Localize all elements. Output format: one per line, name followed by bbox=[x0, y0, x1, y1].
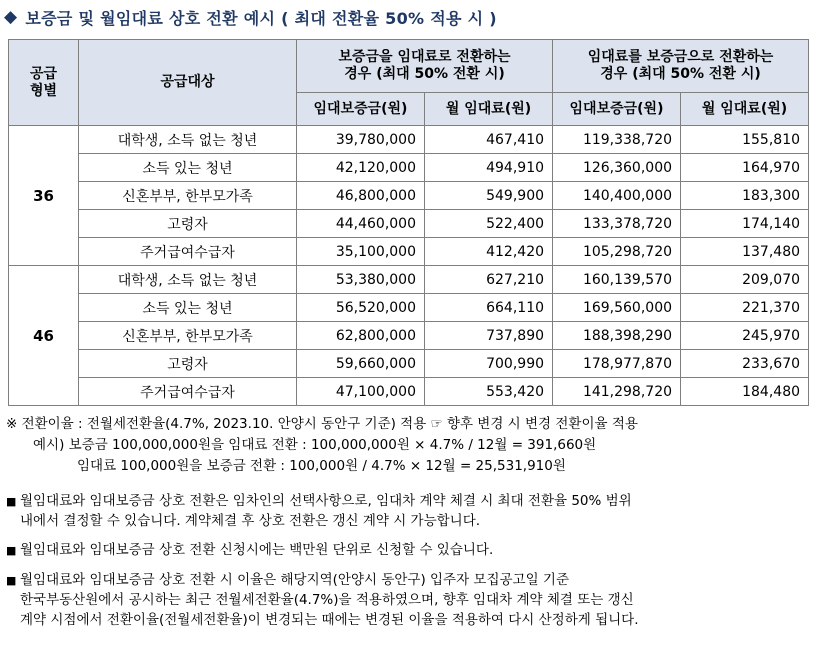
table-row bbox=[9, 182, 809, 210]
rent-cell: 467,410 bbox=[425, 126, 553, 154]
square-bullet-icon: ■ bbox=[6, 495, 17, 508]
rent-cell: 221,370 bbox=[681, 294, 809, 322]
bullet-text bbox=[20, 491, 810, 531]
square-bullet-icon: ■ bbox=[6, 574, 17, 587]
header-group2-l1: 임대료를 보증금으로 전환하는 bbox=[587, 49, 774, 65]
bullet-text bbox=[20, 540, 810, 560]
bullet-list bbox=[6, 491, 810, 630]
page-title bbox=[4, 4, 497, 30]
header-rent-2: 월 임대료(원) bbox=[681, 93, 809, 126]
rent-cell: 155,810 bbox=[681, 126, 809, 154]
header-supply-type-l1: 공급 bbox=[29, 65, 58, 82]
supply-type-cell: 36 bbox=[9, 126, 79, 266]
rate-note: ※ 전환이율 : 전월세전환율(4.7%, 2023.10. 안양시 동안구 기준) 적용 ☞ 향후 변경 시 변경 전환이율 적용 bbox=[6, 416, 638, 432]
rent-cell: 137,480 bbox=[681, 238, 809, 266]
notes-section bbox=[6, 414, 810, 630]
table-row bbox=[9, 294, 809, 322]
deposit-cell: 188,398,290 bbox=[553, 322, 681, 350]
rent-cell: 245,970 bbox=[681, 322, 809, 350]
target-cell: 주거급여수급자 bbox=[79, 238, 297, 266]
target-cell: 신혼부부, 한부모가족 bbox=[79, 182, 297, 210]
deposit-cell: 105,298,720 bbox=[553, 238, 681, 266]
rent-cell: 412,420 bbox=[425, 238, 553, 266]
header-deposit-to-rent bbox=[297, 40, 553, 93]
page-title-text: 보증금 및 월임대료 상호 전환 예시 ( 최대 전환율 50% 적용 시 ) bbox=[25, 8, 497, 28]
rent-cell: 233,670 bbox=[681, 350, 809, 378]
rent-cell: 700,990 bbox=[425, 350, 553, 378]
rent-conversion-table bbox=[8, 39, 809, 406]
table-row bbox=[9, 322, 809, 350]
rent-cell: 664,110 bbox=[425, 294, 553, 322]
header-supply-type-l2: 형별 bbox=[29, 82, 58, 99]
rent-cell: 522,400 bbox=[425, 210, 553, 238]
target-cell: 고령자 bbox=[79, 210, 297, 238]
deposit-cell: 53,380,000 bbox=[297, 266, 425, 294]
deposit-cell: 119,338,720 bbox=[553, 126, 681, 154]
header-rent-1: 월 임대료(원) bbox=[425, 93, 553, 126]
deposit-cell: 35,100,000 bbox=[297, 238, 425, 266]
header-group1-l1: 보증금을 임대료로 전환하는 bbox=[338, 49, 511, 65]
rent-cell: 164,970 bbox=[681, 154, 809, 182]
rent-cell: 553,420 bbox=[425, 378, 553, 406]
bullet-text-line: 계약 시점에서 전환이율(전월세전환율)이 변경되는 때에는 변경된 이율을 적용하여 다시 산정하게 됩니다. bbox=[20, 612, 639, 628]
supply-type-cell: 46 bbox=[9, 266, 79, 406]
rent-cell: 549,900 bbox=[425, 182, 553, 210]
table-row bbox=[9, 154, 809, 182]
rent-cell: 737,890 bbox=[425, 322, 553, 350]
target-cell: 대학생, 소득 없는 청년 bbox=[79, 266, 297, 294]
rent-cell: 494,910 bbox=[425, 154, 553, 182]
rent-cell: 183,300 bbox=[681, 182, 809, 210]
target-cell: 대학생, 소득 없는 청년 bbox=[79, 126, 297, 154]
header-supply-type bbox=[9, 40, 79, 126]
deposit-cell: 46,800,000 bbox=[297, 182, 425, 210]
target-cell: 소득 있는 청년 bbox=[79, 154, 297, 182]
table-row bbox=[9, 210, 809, 238]
deposit-cell: 140,400,000 bbox=[553, 182, 681, 210]
example-line-1: 예시) 보증금 100,000,000원을 임대료 전환 : 100,000,000원 × 4.7% / 12월 = 391,660원 bbox=[33, 437, 597, 453]
header-supply-target: 공급대상 bbox=[79, 40, 297, 126]
rent-cell: 209,070 bbox=[681, 266, 809, 294]
header-deposit-1: 임대보증금(원) bbox=[297, 93, 425, 126]
bullet-text-line: 한국부동산원에서 공시하는 최근 전월세전환율(4.7%)을 적용하였으며, 향후 임대차 계약 체결 또는 갱신 bbox=[20, 592, 634, 608]
table-row bbox=[9, 126, 809, 154]
bullet-text-line: 월임대료와 임대보증금 상호 전환은 임차인의 선택사항으로, 임대차 계약 체결 시 최대 전환율 50% 범위 bbox=[20, 493, 632, 509]
bullet-text-line: 월임대료와 임대보증금 상호 전환 시 이율은 해당지역(안양시 동안구) 입주자 모집공고일 기준 bbox=[20, 572, 570, 588]
deposit-cell: 47,100,000 bbox=[297, 378, 425, 406]
header-group1-l2: 경우 (최대 50% 전환 시) bbox=[344, 66, 505, 82]
table-body bbox=[9, 126, 809, 406]
deposit-cell: 39,780,000 bbox=[297, 126, 425, 154]
table-row bbox=[9, 350, 809, 378]
deposit-cell: 178,977,870 bbox=[553, 350, 681, 378]
target-cell: 고령자 bbox=[79, 350, 297, 378]
deposit-cell: 62,800,000 bbox=[297, 322, 425, 350]
table-row bbox=[9, 238, 809, 266]
target-cell: 신혼부부, 한부모가족 bbox=[79, 322, 297, 350]
diamond-icon: ◆ bbox=[4, 7, 18, 27]
target-cell: 주거급여수급자 bbox=[79, 378, 297, 406]
rent-cell: 627,210 bbox=[425, 266, 553, 294]
example-line-2: 임대료 100,000원을 보증금 전환 : 100,000원 / 4.7% × 12월 = 25,531,910원 bbox=[77, 458, 566, 474]
bullet-item bbox=[6, 540, 810, 561]
bullet-text-line: 내에서 결정할 수 있습니다. 계약체결 후 상호 전환은 갱신 계약 시 가능합니다. bbox=[20, 513, 481, 529]
target-cell: 소득 있는 청년 bbox=[79, 294, 297, 322]
header-group2-l2: 경우 (최대 50% 전환 시) bbox=[600, 66, 761, 82]
bullet-text bbox=[20, 570, 810, 630]
bullet-item bbox=[6, 570, 810, 630]
header-deposit-2: 임대보증금(원) bbox=[553, 93, 681, 126]
rent-cell: 184,480 bbox=[681, 378, 809, 406]
header-rent-to-deposit bbox=[553, 40, 809, 93]
deposit-cell: 126,360,000 bbox=[553, 154, 681, 182]
deposit-cell: 42,120,000 bbox=[297, 154, 425, 182]
deposit-cell: 56,520,000 bbox=[297, 294, 425, 322]
deposit-cell: 141,298,720 bbox=[553, 378, 681, 406]
deposit-cell: 160,139,570 bbox=[553, 266, 681, 294]
deposit-cell: 59,660,000 bbox=[297, 350, 425, 378]
table-row bbox=[9, 378, 809, 406]
deposit-cell: 44,460,000 bbox=[297, 210, 425, 238]
table-row bbox=[9, 266, 809, 294]
deposit-cell: 169,560,000 bbox=[553, 294, 681, 322]
bullet-text-line: 월임대료와 임대보증금 상호 전환 신청시에는 백만원 단위로 신청할 수 있습니다. bbox=[20, 542, 494, 558]
square-bullet-icon: ■ bbox=[6, 544, 17, 557]
rent-cell: 174,140 bbox=[681, 210, 809, 238]
bullet-item bbox=[6, 491, 810, 531]
deposit-cell: 133,378,720 bbox=[553, 210, 681, 238]
